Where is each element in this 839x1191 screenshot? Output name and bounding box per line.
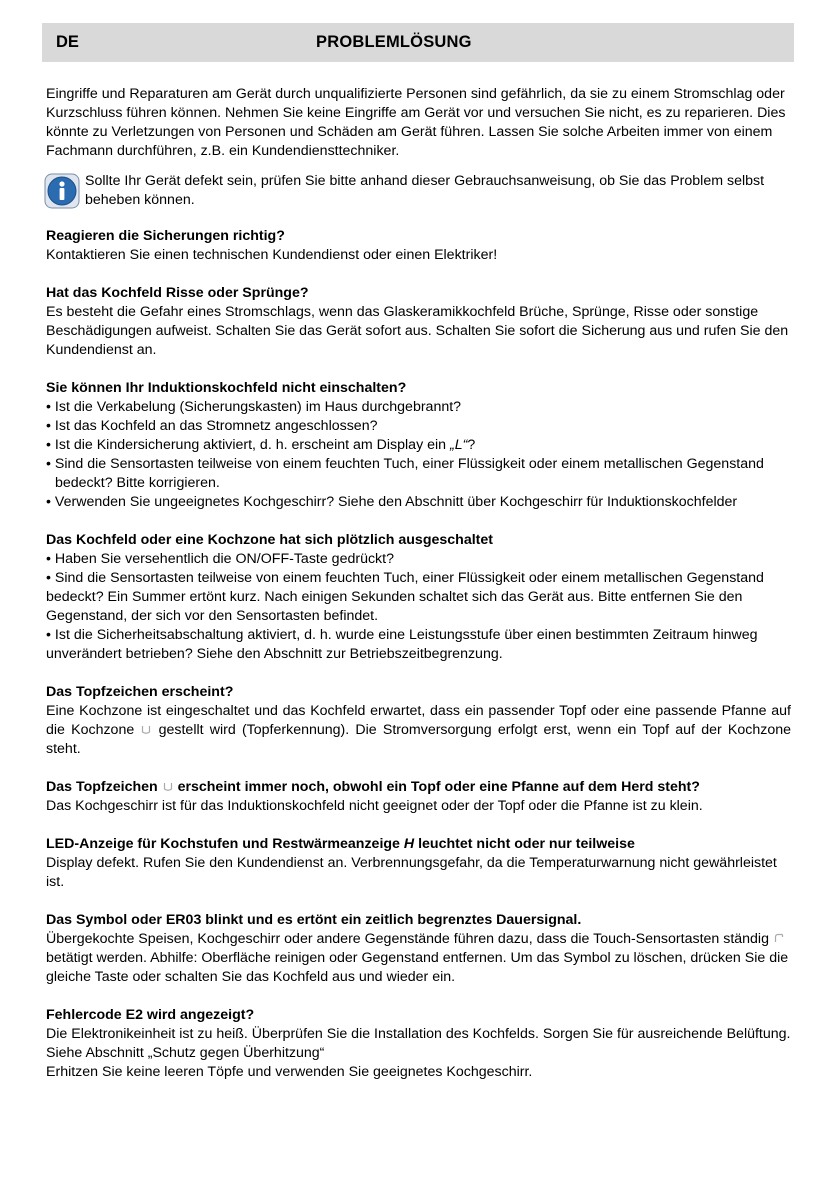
intro-paragraph: Eingriffe und Reparaturen am Gerät durch unqualifizierte Personen sind gefährlich, da sie zu einem Stromschlag oder Kurzschluss führen können. Nehmen Sie keine Eingriffe am Gerät vor und versuchen Sie nicht, es zu reparieren. Dies könnte zu Verletzungen von Personen und Schäden am Gerät führen. Lassen Sie solche Arbeiten immer von einem Fachmann durchführen, z.B. ein Kundendiensttechniker.	[46, 86, 786, 159]
bullet-item: • Sind die Sensortasten teilweise von einem feuchten Tuch, einer Flüssigkeit oder einem metallischen Gegenstand bedeckt? Bitte korrigieren.	[46, 456, 764, 491]
answer-text: Eine Kochzone ist eingeschaltet und das Kochfeld erwartet, dass ein passender Topf oder eine passende Pfanne auf die Kochzone	[46, 703, 791, 738]
info-note	[44, 172, 791, 210]
section-question: Das Topfzeichen erscheint?	[46, 684, 234, 700]
page-header	[42, 23, 794, 62]
bullet-text: • Ist die Kindersicherung aktiviert, d. h. erscheint am Display ein	[46, 437, 450, 453]
section-answer: Erhitzen Sie keine leeren Töpfe und verwenden Sie geeignetes Kochgeschirr.	[46, 1064, 533, 1080]
section-question	[46, 778, 791, 797]
section-question: Hat das Kochfeld Risse oder Sprünge?	[46, 285, 309, 301]
section-question: Fehlercode E2 wird angezeigt?	[46, 1007, 255, 1023]
question-text: LED-Anzeige für Kochstufen und Restwärmeanzeige	[46, 836, 404, 852]
info-text: Sollte Ihr Gerät defekt sein, prüfen Sie bitte anhand dieser Gebrauchsanweisung, ob Sie das Problem selbst beheben können.	[85, 173, 765, 208]
residual-heat-letter: H	[403, 836, 415, 852]
bullet-text: ?	[467, 437, 476, 453]
pot-symbol-icon	[141, 723, 151, 735]
question-text: erscheint immer noch, obwohl ein Topf oder eine Pfanne auf dem Herd steht?	[173, 779, 700, 795]
page-title: PROBLEMLÖSUNG	[316, 33, 472, 51]
section-answer: Es besteht die Gefahr eines Stromschlags, wenn das Glaskeramikkochfeld Brüche, Sprünge, Risse oder sonstige Beschädigungen aufweist. Schalten Sie das Gerät sofort aus. Schalten Sie sofort die Sicherung aus und rufen Sie den Kundendienst an.	[46, 304, 789, 358]
touch-key-symbol-icon	[774, 932, 784, 944]
bullet-item	[46, 436, 791, 455]
bullet-item: • Haben Sie versehentlich die ON/OFF-Taste gedrückt?	[46, 551, 394, 567]
section-cracks	[46, 284, 791, 360]
question-text: leuchtet nicht oder nur teilweise	[414, 836, 635, 852]
bullet-item: • Verwenden Sie ungeeignetes Kochgeschirr? Siehe den Abschnitt über Kochgeschirr für Induktionskochfelder	[46, 494, 738, 510]
bullet-item: • Ist die Sicherheitsabschaltung aktiviert, d. h. wurde eine Leistungsstufe über einen bestimmten Zeitraum hinweg unverändert betrieben? Siehe den Abschnitt zur Betriebszeitbegrenzung.	[46, 627, 758, 662]
answer-text: Übergekochte Speisen, Kochgeschirr oder andere Gegenstände führen dazu, dass die Touch-Sensortasten ständig	[46, 931, 773, 947]
section-led-display	[46, 835, 791, 892]
section-question: Das Kochfeld oder eine Kochzone hat sich plötzlich ausgeschaltet	[46, 532, 493, 548]
section-answer: Das Kochgeschirr ist für das Induktionskochfeld nicht geeignet oder der Topf oder die Pfanne ist zu klein.	[46, 798, 703, 814]
bullet-item: • Sind die Sensortasten teilweise von einem feuchten Tuch, einer Flüssigkeit oder einem metallischen Gegenstand bedeckt? Ein Summer ertönt kurz. Nach einigen Sekunden schaltet sich das Gerät aus. Bitte entfernen Sie den Gegenstand, der sich vor den Sensortasten befindet.	[46, 570, 764, 624]
section-question: Das Symbol oder ER03 blinkt und es ertönt ein zeitlich begrenztes Dauersignal.	[46, 912, 582, 928]
answer-text: gestellt wird (Topferkennung). Die Stromversorgung erfolgt erst, wenn ein Topf auf der Kochzone steht.	[46, 722, 791, 757]
section-question: Reagieren die Sicherungen richtig?	[46, 228, 285, 244]
section-question	[46, 835, 791, 854]
pot-symbol-icon	[163, 780, 173, 792]
section-e2-error	[46, 1006, 791, 1082]
section-pot-symbol-persists	[46, 778, 791, 816]
section-pot-symbol	[46, 683, 791, 759]
section-er03	[46, 911, 791, 987]
language-code: DE	[56, 33, 79, 51]
display-letter: „L“	[449, 437, 468, 453]
section-answer: Kontaktieren Sie einen technischen Kundendienst oder einen Elektriker!	[46, 247, 498, 263]
section-switched-off	[46, 531, 791, 664]
document-body	[46, 85, 791, 1101]
section-answer: Display defekt. Rufen Sie den Kundendienst an. Verbrennungsgefahr, da die Temperaturwarnung nicht gewährleistet ist.	[46, 855, 777, 890]
bullet-item: • Ist die Verkabelung (Sicherungskasten) im Haus durchgebrannt?	[46, 399, 462, 415]
bullet-item: • Ist das Kochfeld an das Stromnetz angeschlossen?	[46, 418, 378, 434]
info-icon	[44, 173, 80, 209]
answer-text: betätigt werden. Abhilfe: Oberfläche reinigen oder Gegenstand entfernen. Um das Symbol zu löschen, drücken Sie die gleiche Taste oder schalten Sie das Kochfeld aus und wieder ein.	[46, 950, 789, 985]
section-answer	[46, 702, 791, 759]
section-question: Sie können Ihr Induktionskochfeld nicht einschalten?	[46, 380, 407, 396]
section-answer	[46, 930, 791, 987]
question-text: Das Topfzeichen	[46, 779, 162, 795]
section-fuses	[46, 227, 791, 265]
section-cannot-switch-on	[46, 379, 791, 512]
section-answer: Die Elektronikeinheit ist zu heiß. Überprüfen Sie die Installation des Kochfelds. Sorgen Sie für ausreichende Belüftung. Siehe Abschnitt „Schutz gegen Überhitzung“	[46, 1026, 791, 1061]
